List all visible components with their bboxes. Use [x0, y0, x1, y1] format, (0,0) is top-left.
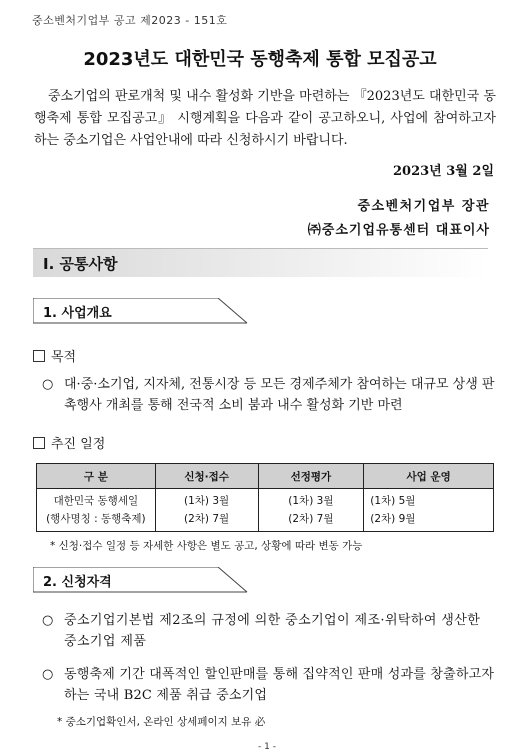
subsection-heading-text: 1. 사업개요 [43, 306, 112, 321]
schedule-label-text: 추진 일정 [51, 437, 106, 452]
table-header-cell: 신청·접수 [155, 464, 258, 489]
subsection-heading-text: 2. 신청자격 [43, 575, 112, 590]
eligibility-text: 중소기업기본법 제2조의 규정에 의한 중소기업이 제조·위탁하여 생산한 중소기업 제품 [64, 613, 481, 649]
table-header-cell: 사업 운영 [364, 464, 494, 489]
eligibility-item [42, 664, 497, 706]
signer-center: ㈜중소기업유통센터 대표이사 [307, 223, 490, 238]
subsection-heading-overview [33, 298, 248, 324]
announcement-date: 2023년 3월 2일 [393, 164, 494, 179]
intro-text: 중소기업의 판로개척 및 내수 활성화 기반을 마련하는 『2023년도 대한민국 동행축제 통합 모집공고』 시행계획을 다음과 같이 공고하오니, 사업에 참여하고자 하는 중소기업은 사업안내에 따라 신청하시기 바랍니다. [34, 89, 496, 148]
purpose-text: 대·중·소기업, 지자체, 전통시장 등 모든 경제주체가 참여하는 대규모 상생 판촉행사 개최를 통해 전국적 소비 붐과 내수 활성화 기반 마련 [64, 377, 495, 413]
signer-ministry: 중소벤처기업부 장관 [357, 199, 490, 214]
table-cell-evaluation [258, 489, 364, 532]
cell-line: (1차) 3월 [184, 495, 230, 507]
table-row [37, 489, 494, 532]
circle-bullet-icon: ○ [42, 377, 54, 392]
checkbox-square-icon [33, 437, 45, 449]
intro-paragraph [34, 86, 496, 152]
notice-number: 중소벤처기업부 공고 제2023 - 151호 [32, 14, 228, 27]
schedule-note: * 신청·접수 일정 등 자세한 사항은 별도 공고, 상황에 따라 변동 가능 [50, 540, 363, 552]
cell-line: (2차) 7월 [288, 513, 334, 525]
cell-line: (행사명칭 : 동행축제) [46, 513, 146, 525]
purpose-label-text: 목적 [51, 350, 77, 365]
cell-line: (2차) 9월 [370, 513, 416, 525]
eligibility-note: * 중소기업확인서, 온라인 상세페이지 보유 必 [57, 716, 266, 728]
cell-line: (1차) 5월 [370, 495, 416, 507]
eligibility-text: 동행축제 기간 대폭적인 할인판매를 통해 집약적인 판매 성과를 창출하고자 하는 국내 B2C 제품 취급 중소기업 [64, 667, 495, 703]
section-title: Ⅰ. 공통사항 [43, 255, 118, 273]
eligibility-item [42, 610, 497, 652]
table-cell-category [37, 489, 156, 532]
purpose-label [33, 346, 76, 365]
schedule-table [36, 463, 494, 532]
table-header-row [37, 464, 494, 489]
table-cell-operation [364, 489, 494, 532]
table-cell-application [155, 489, 258, 532]
subsection-heading-eligibility [33, 567, 248, 593]
cell-line: 대한민국 동행세일 [53, 495, 139, 507]
cell-line: (1차) 3월 [288, 495, 334, 507]
circle-bullet-icon: ○ [42, 667, 54, 682]
page-number: - 1 - [258, 742, 276, 752]
checkbox-square-icon [33, 350, 45, 362]
table-header-cell: 선정평가 [258, 464, 364, 489]
purpose-item [42, 374, 497, 416]
cell-line: (2차) 7월 [184, 513, 230, 525]
schedule-label [33, 433, 105, 452]
table-header-cell: 구 분 [37, 464, 156, 489]
document-title: 2023년도 대한민국 동행축제 통합 모집공고 [83, 49, 437, 70]
section-header [33, 248, 488, 277]
circle-bullet-icon: ○ [42, 613, 54, 628]
